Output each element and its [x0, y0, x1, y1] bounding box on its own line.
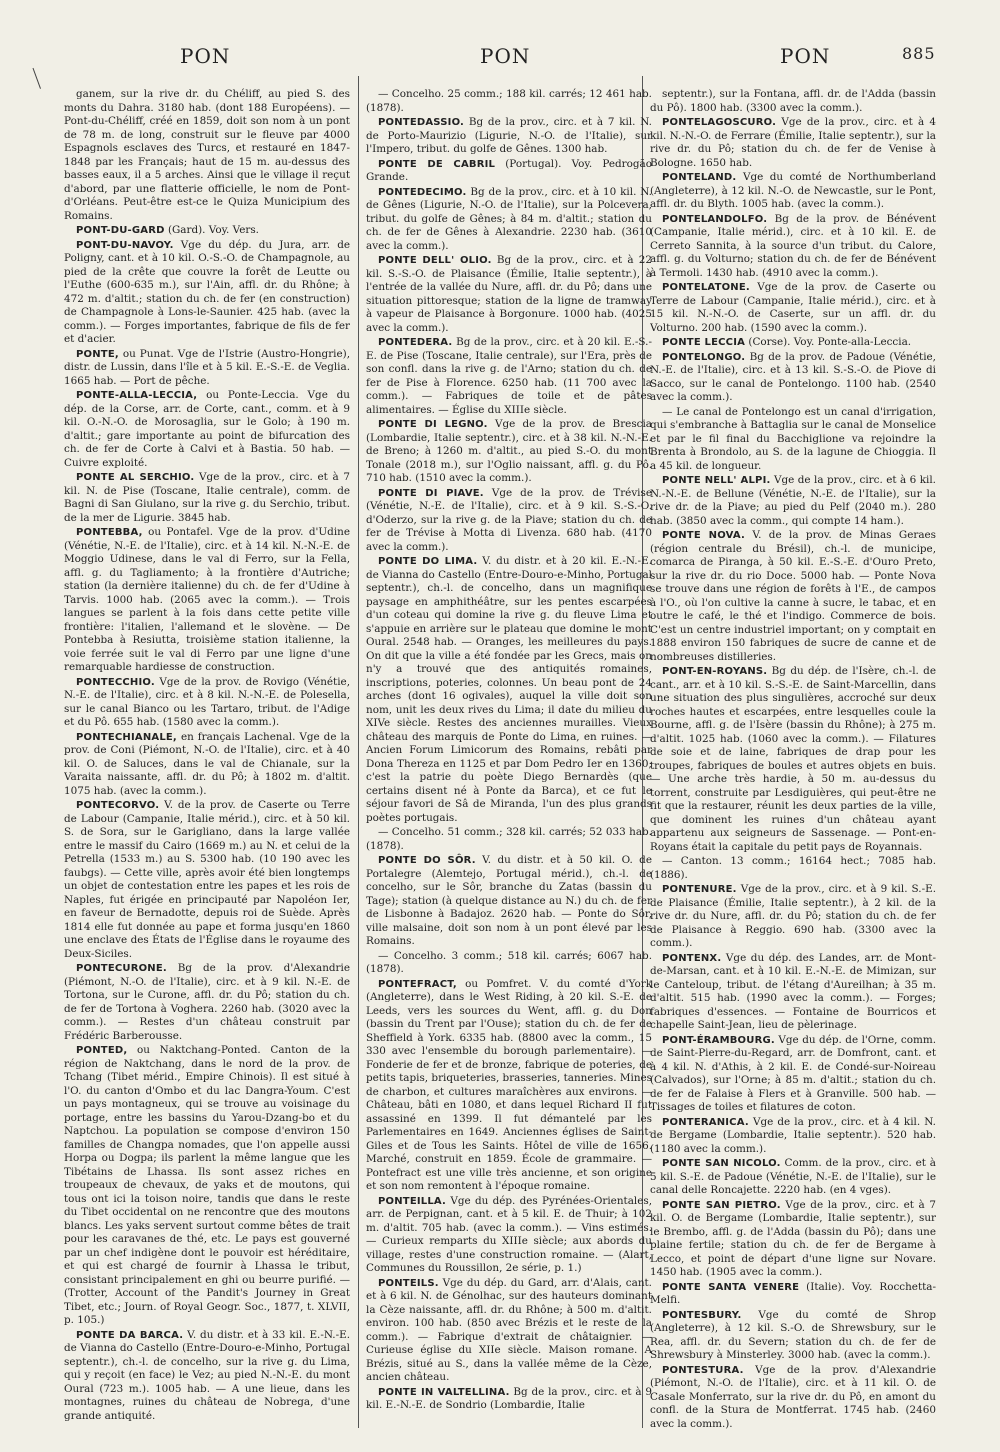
entry-headword: PONTE DI PIAVE.: [378, 487, 484, 499]
entry-headword: PONTEBBA,: [76, 527, 143, 538]
column-3: [650, 88, 936, 1440]
dictionary-entry: [64, 471, 350, 525]
column-rule: [358, 76, 359, 1428]
dictionary-entry: [650, 406, 936, 474]
dictionary-entry: [366, 1386, 652, 1413]
entry-text: Vge de la prov. de Trévise (Vénétie, N.-E. de l'Italie), circ. et à 9 kil. S.-S.-O. d'Oderzo, sur la rive g. de la Piave; station du ch. de fer de Trévise à Motta di Livenza. 680 hab. (4170 avec la comm.).: [366, 486, 652, 553]
entry-headword: PONTE NELL' ALPI.: [662, 475, 771, 486]
dictionary-entry: [650, 281, 936, 335]
dictionary-entry: [366, 254, 652, 335]
dictionary-entry: [650, 1281, 936, 1308]
entry-text: V. du distr. et à 50 kil. O. de Portalegre (Alemtejo, Portugal mérid.), ch.-l. de concelho, sur le Sôr, branche du Zatas (bassin du Tage); station (à quelque distance au N.) du ch. de fer de Lisbonne à Badajoz. 2620 hab. — Ponte do Sôr, ville malsaine, doit son nom à un pont élevé par les Romains.: [366, 854, 652, 947]
entry-headword: PONTEDASSIO.: [378, 117, 465, 128]
dictionary-entry: [64, 224, 350, 238]
entry-text: Bg de la prov., circ. et à 9 kil. E.-N.-E. de Sondrio (Lombardie, Italie: [366, 1385, 652, 1411]
entry-text: Bg de la prov., circ. et à 10 kil. N. de Gênes (Ligurie, N.-O. de l'Italie), sur la Polcevera, tribut. du golfe de Gênes; à 84 m. d'altit.; station du ch. de fer de Gênes à Alexandrie. 2230 hab. (3610 avec la comm.).: [366, 185, 652, 252]
entry-text: V. du distr. et à 20 kil. E.-N.-E. de Vianna do Castello (Entre-Douro-e-Minho, Portugal septentr.), ch.-l. de concelho, dans un magnifique paysage en amphithéâtre, sur les pentes escarpées d'un coteau qui domine la rive g. du fleuve Lima et s'appuie en arrière sur le plateau que domine le mont Oural. 2548 hab. — Oranges, les meilleures du pays. On dit que la ville a été fondée par les Grecs, mais on n'y a trouvé que des antiquités romaines, inscriptions, poteries, colonnes. Un beau pont de 24 arches (dont 16 ogivales), auquel la ville doit son nom, unit les deux rives du Lima; il date du milieu du XIVe siècle. Restes des anciennes murailles. Vieux château des marquis de Ponte do Lima, en ruines. — Ancien Forum Limicorum des Romains, rebâti par Dona Thereza en 1125 et par Dom Pedro Ier en 1360; c'est la patrie du poète Diego Bernardès (que certains disent né à Ponte da Barca), et ce fut le séjour favori de Sâ de Miranda, l'un des plus grands poètes portugais.: [366, 555, 652, 824]
dictionary-entry: [64, 239, 350, 347]
entry-text: Vge de la prov., circ. et à 7 kil. N. de Pise (Toscane, Italie centrale), comm. de Bagni di San Giulano, sur la rive g. du Serchio, tribut. de la mer de Ligurie. 3845 hab.: [64, 471, 350, 524]
dictionary-entry: [650, 1034, 936, 1115]
dictionary-entry: [650, 213, 936, 281]
entry-text: Comm. de la prov., circ. et à 5 kil. S.-E. de Padoue (Vénétie, N.-E. de l'Italie), sur le canal delle Roncajette. 2220 hab. (en 4 vges).: [650, 1157, 936, 1196]
dictionary-entry: [366, 116, 652, 157]
dictionary-entry: [64, 1329, 350, 1424]
dictionary-entry: [366, 1195, 652, 1276]
entry-headword: PONTE SAN PIETRO.: [662, 1199, 781, 1211]
entry-text: — Concelho. 25 comm.; 188 kil. carrés; 12 461 hab. (1878).: [366, 88, 652, 114]
dictionary-entry: [64, 799, 350, 961]
entry-headword: PONTE SAN NICOLO.: [662, 1158, 781, 1169]
entry-headword: PONTEFRACT,: [378, 978, 457, 990]
entry-text: Vge du dép. du Gard, arr. d'Alais, cant. et à 6 kil. N. de Génolhac, sur des hauteurs dominant la Cèze naissante, affl. dr. du Rhône; à 500 m. d'altit. environ. 100 hab. (850 avec Brézis et le reste de la comm.). — Fabrique d'extrait de châtaignier. — Curieuse église du XIIe siècle. Maison romane. A Brézis, situé au S., dans la vallée même de la Cèze, ancien château.: [366, 1276, 652, 1383]
entry-headword: PONTE IN VALTELLINA.: [378, 1386, 510, 1398]
entry-text: Bg du dép. de l'Isère, ch.-l. de cant., arr. et à 10 kil. S.-S.-E. de Saint-Marcellin, dans une situation des plus singulières, accroché sur deux roches hautes et escarpées, entre lesquelles coule la Bourne, affl. g. de l'Isère (bassin du Rhône); à 275 m. d'altit. 1025 hab. (1060 avec la comm.). — Filatures de soie et de laine, fabriques de drap pour les troupes, fabriques de boules et autres objets en buis. — Une arche très hardie, à 50 m. au-dessus du torrent, construite par Lesdiguières, qui peut-être ne fit que la restaurer, réunit les deux parties de la ville, que dominent les ruines d'un château ayant appartenu aux seigneurs de Sassenage. — Pont-en-Royans était la capitale du petit pays de Royannais.: [650, 665, 936, 853]
dictionary-entry: [64, 962, 350, 1043]
dictionary-entry: [650, 88, 936, 115]
entry-text: ou Naktchang-Ponted. Canton de la région de Naktchang, dans le nord de la prov. de Tchang (Tibet mérid., Empire Chinois). Il est situé à l'O. du canton d'Ombo et du lac Dangra-Youm. C'est un pays montagneux, qui se trouve au voisinage du portage, entre les bassins du Yarou-Dzang-bo et du Naptchou. La population se compose d'environ 150 familles de Changpa nomades, que l'on appelle aussi Horpa ou Dogpa; ils parlent la même langue que les Tibétains de Lhassa. Ils sont assez riches en troupeaux de chevaux, de yaks et de moutons, qui tous ont ici la toison noire, tandis que dans le reste du Tibet occidental on ne rencontre que des moutons blancs. Les yaks servent surtout comme bêtes de trait pour les caravanes de thé, etc. Le pays est gouverné par un chef indigène dont le pouvoir est héréditaire, et qui est chargé de fournir à Lhassa le tribut, consistant principalement en ghi ou beurre purifié. — (Trotter, Account of the Pandit's Journey in Great Tibet, etc.; Journ. of Royal Geogr. Soc., 1877, t. XLVII, p. 105.): [64, 1044, 350, 1326]
entry-headword: PONTED,: [76, 1045, 128, 1056]
entry-headword: PONTELATONE.: [662, 282, 750, 293]
entry-text: Vge de la prov. de Caserte ou Terre de Labour (Campanie, Italie mérid.), circ. et à 15 kil. N.-N.-O. de Caserte, sur un affl. dr. du Volturno. 200 hab. (1590 avec la comm.).: [650, 281, 936, 334]
entry-text: Vge du dép. de l'Orne, comm. de Saint-Pierre-du-Regard, arr. de Domfront, cant. et à 4 kil. N. d'Athis, à 2 kil. E. de Condé-sur-Noireau (Calvados), sur l'Orne; à 85 m. d'altit.; station du ch. de fer de Falaise à Flers et à Granville. 500 hab. — Tissages de toiles et filatures de coton.: [650, 1033, 936, 1113]
dictionary-entry: [650, 336, 936, 350]
running-head-center: PON: [480, 44, 531, 68]
entry-text: — Le canal de Pontelongo est un canal d'irrigation, qui s'embranche à Battaglia sur le canal de Monselice et par le fil final du Bacchiglione va rejoindre la Brenta à Brondolo, au S. de la lagune de Chioggia. Il a 45 kil. de longueur.: [650, 405, 936, 472]
dictionary-entry: [650, 1116, 936, 1157]
dictionary-entry: [64, 1044, 350, 1328]
dictionary-entry: [366, 487, 652, 555]
dictionary-entry: [366, 418, 652, 486]
entry-headword: PONTECORVO.: [76, 800, 160, 811]
dictionary-entry: [650, 952, 936, 1033]
dictionary-entry: [650, 529, 936, 664]
entry-text: Vge de la prov., circ. et à 4 kil. N.-N.-O. de Ferrare (Émilie, Italie septentr.), sur la rive dr. du Pô; station du ch. de fer de Venise à Bologne. 1650 hab.: [650, 116, 936, 169]
entry-text: V. de la prov. de Caserte ou Terre de Labour (Campanie, Italie mérid.), circ. et à 50 kil. S. de Sora, sur le Garigliano, dans la large vallée entre le massif du Cairo (1669 m.) au N. et celui de la Petrella (1533 m.) au S. 5300 hab. (10 190 avec les faubgs). — Cette ville, après avoir été bien longtemps un objet de contestation entre les papes et les rois de Naples, fut érigée en principauté par Napoléon Ier, en faveur de Bernadotte, depuis roi de Suède. Après 1814 elle fut donnée au pape et forma jusqu'en 1860 une enclave des États de l'Église dans le royaume des Deux-Siciles.: [64, 799, 350, 960]
entry-text: Bg de la prov., circ. et à 20 kil. E.-S.-E. de Pise (Toscane, Italie centrale), sur l'Era, près de son confl. dans la rive g. de l'Arno; station du ch. de fer de Pise à Florence. 6250 hab. (11 700 avec la comm.). — Fabriques de toile et de pâtes alimentaires. — Église du XIIIe siècle.: [366, 336, 652, 416]
entry-headword: PONTELANDOLFO.: [662, 213, 768, 225]
entry-headword: PONTECHIANALE,: [76, 731, 177, 743]
entry-text: — Canton. 13 comm.; 16164 hect.; 7085 hab. (1886).: [650, 855, 936, 881]
entry-headword: PONTE DE CABRIL: [378, 158, 496, 170]
entry-headword: PONTE DI LEGNO.: [378, 419, 488, 430]
entry-text: Bg de la prov., circ. et à 22 kil. S.-S.-O. de Plaisance (Émilie, Italie septentr.), à l'entrée de la vallée du Nure, affl. dr. du Pô; dans une situation pittoresque; station de la ligne de tramway à vapeur de Plaisance à Borgonure. 1000 hab. (4025 avec la comm.).: [366, 254, 652, 334]
entry-text: (Italie). Voy. Rocchetta-Melfi.: [650, 1280, 936, 1306]
entry-text: (Corse). Voy. Ponte-alla-Leccia.: [748, 336, 912, 348]
dictionary-entry: [64, 389, 350, 470]
dictionary-entry: [64, 88, 350, 223]
entry-headword: PONTENX.: [662, 952, 722, 964]
margin-mark: [33, 65, 49, 89]
entry-headword: PONTELONGO.: [662, 351, 746, 363]
entry-text: Vge du dép. des Pyrénées-Orientales, arr. de Perpignan, cant. et à 5 kil. E. de Thuir; à 102 m. d'altit. 705 hab. (avec la comm.). — Vins estimés. — Curieux remparts du XIIIe siècle; aux abords du village, restes d'une construction romaine. — (Alart, Communes du Roussillon, 2e série, p. 1.): [366, 1194, 652, 1274]
page-number: 885: [902, 44, 936, 63]
dictionary-entry: [366, 88, 652, 115]
dictionary-entry: [650, 855, 936, 882]
entry-headword: PONTE NOVA.: [662, 530, 746, 541]
dictionary-entry: [366, 950, 652, 977]
column-2: [366, 88, 652, 1440]
dictionary-entry: [650, 474, 936, 528]
entry-text: Vge de la prov., circ. et à 9 kil. S.-E. de Plaisance (Émilie, Italie septentr.), à 2 kil. de la rive dr. du Nure, affl. dr. du Pô; station du ch. de fer de Plaisance à Reggio. 690 hab. (3300 avec la comm.).: [650, 883, 936, 949]
entry-text: — Concelho. 3 comm.; 518 kil. carrés; 6067 hab. (1878).: [366, 949, 652, 975]
entry-text: (Portugal). Voy. Pedrogão Grande.: [366, 157, 652, 183]
entry-text: Bg de la prov. de Bénévent (Campanie, Italie mérid.), circ. et à 10 kil. E. de Cerreto Sannita, à la source d'un tribut. du Calore, affl. g. du Volturno; station du ch. de fer de Bénévent à Termoli. 1430 hab. (4910 avec la comm.).: [650, 212, 936, 279]
entry-text: (Gard). Voy. Vers.: [167, 224, 259, 236]
entry-headword: PONTE-ALLA-LECCIA,: [76, 390, 198, 401]
dictionary-entry: [650, 1364, 936, 1432]
dictionary-entry: [366, 186, 652, 254]
column-1: [64, 88, 350, 1440]
entry-headword: PONTEDERA.: [378, 337, 453, 348]
entry-text: Bg de la prov. d'Alexandrie (Piémont, N.-O. de l'Italie), circ. et à 9 kil. N.-E. de Tortona, sur le Curone, affl. dr. du Pô; station du ch. de fer de Tortona à Voghera. 2260 hab. (3020 avec la comm.). — Restes d'un château construit par Frédéric Barberousse.: [64, 962, 350, 1042]
entry-text: V. du distr. et à 33 kil. E.-N.-E. de Vianna do Castello (Entre-Douro-e-Minho, Portugal septentr.), ch.-l. de concelho, sur la rive g. du Lima, qui y reçoit (en face) le Vez; au pied N.-N.-E. du mont Oural (723 m.). 1005 hab. — A une lieue, dans les montagnes, ruines du château de Nobrega, d'une grande antiquité.: [64, 1328, 350, 1422]
entry-text: — Concelho. 51 comm.; 328 kil. carrés; 52 033 hab. (1878).: [366, 826, 652, 852]
dictionary-entry: [650, 1199, 936, 1280]
dictionary-entry: [650, 1309, 936, 1363]
entry-headword: PONTESTURA.: [662, 1364, 744, 1376]
entry-text: Vge de la prov. de Brescia (Lombardie, Italie septentr.), circ. et à 38 kil. N.-N.-E. de Breno; à 1260 m. d'altit., au pied S.-O. du mont Tonale (2018 m.), sur l'Oglio naissant, affl. g. du Pô. 710 hab. (1510 avec la comm.).: [366, 418, 652, 484]
entry-text: Vge de la prov., circ. et à 7 kil. O. de Bergame (Lombardie, Italie septentr.), sur le Brembo, affl. g. de l'Adda (bassin du Pô); dans une plaine fertile; station du ch. de fer de Bergame à Lecco, et point de départ d'une ligne sur Novare. 1450 hab. (1905 avec la comm.).: [650, 1198, 936, 1278]
entry-text: V. de la prov. de Minas Geraes (région centrale du Brésil), ch.-l. de municipe, comarca de Piranga, à 50 kil. E.-S.-E. d'Ouro Preto, sur la rive dr. du rio Doce. 5000 hab. — Ponte Nova se trouve dans une région de forêts à l'E., de campos à l'O., où l'on cultive la canne à sucre, le tabac, et en outre le café, le thé et l'indigo. Commerce de bois. C'est un centre industriel important; on y comptait en 1888 environ 150 fabriques de sucre de canne et de nombreuses distilleries.: [650, 529, 936, 663]
entry-text: Vge du dép. des Landes, arr. de Mont-de-Marsan, cant. et à 10 kil. E.-N.-E. de Mimizan, sur le Canteloup, tribut. de l'étang d'Aureilhan; à 35 m. d'altit. 515 hab. (1990 avec la comm.). — Forges; fabriques d'essences. — Fontaine de Bourricos et chapelle Saint-Jean, lieu de pèlerinage.: [650, 951, 936, 1031]
dictionary-entry: [64, 731, 350, 799]
entry-headword: PONTEILLA.: [378, 1195, 447, 1207]
entry-text: ou Punat. Vge de l'Istrie (Austro-Hongrie), distr. de Lussin, dans l'île et à 5 kil. E.-S.-E. de Veglia. 1665 hab. — Port de pêche.: [64, 347, 350, 387]
entry-text: Vge du comté de Shrop (Angleterre), à 12 kil. S.-O. de Shrewsbury, sur le Rea, affl. dr. du Severn; station du ch. de fer de Shrewsbury à Minsterley. 3000 hab. (avec la comm.).: [650, 1308, 936, 1361]
running-head-left: PON: [180, 44, 231, 68]
entry-headword: PONTE SANTA VENERE: [662, 1281, 800, 1293]
dictionary-entry: [366, 1277, 652, 1385]
entry-headword: PONT-EN-ROYANS.: [662, 666, 768, 677]
entry-text: Vge de la prov. de Rovigo (Vénétie, N.-E. de l'Italie), circ. et à 8 kil. N.-N.-E. de Polesella, sur le canal Bianco ou les Tartaro, tribut. de l'Adige et du Pô. 655 hab. (1580 avec la comm.).: [64, 675, 350, 728]
entry-headword: PONTE DO SÔR.: [378, 855, 476, 866]
entry-headword: PONTENURE.: [662, 884, 737, 895]
entry-text: Vge du comté de Northumberland (Angleterre), à 12 kil. N.-O. de Newcastle, sur le Pont, affl. dr. du Blyth. 1005 hab. (avec la comm.).: [650, 171, 936, 210]
dictionary-entry: [650, 1157, 936, 1198]
dictionary-entry: [366, 555, 652, 825]
entry-headword: PONTECCHIO.: [76, 676, 155, 688]
entry-text: ou Pomfret. V. du comté d'York (Angleterre), dans le West Riding, à 20 kil. S.-E. de Leeds, vers les sources du Went, affl. g. du Don (bassin du Trent par l'Ouse); station du ch. de fer de Sheffield à York. 6335 hab. (8800 avec la comm., 15 330 avec l'ensemble du borough parlementaire). — Fonderie de fer et de bronze, fabrique de poteries, de petits tapis, briqueteries, brasseries, tanneries. Mines de charbon, et cultures maraîchères aux environs. — Château, bâti en 1080, et dans lequel Richard II fut assassiné en 1399. Il fut démantelé par les Parlementaires en 1649. Anciennes églises de Saint-Giles et de Tous les Saints. Hôtel de ville de 1656. Marché, construit en 1859. École de grammaire. — Pontefract est une ville très ancienne, et son origine et son nom remontent à l'époque romaine.: [366, 977, 652, 1192]
entry-headword: PONTE DELL' OLIO.: [378, 255, 492, 266]
entry-headword: PONTE,: [76, 348, 119, 360]
entry-text: Vge de la prov. d'Alexandrie (Piémont, N.-O. de l'Italie), circ. et à 11 kil. O. de Casale Monferrato, sur la rive dr. du Pô, en amont du confl. de la Stura de Montferrat. 1745 hab. (2460 avec la comm.).: [650, 1363, 936, 1430]
entry-headword: PONT-ÉRAMBOURG.: [662, 1034, 775, 1046]
entry-text: ou Ponte-Leccia. Vge du dép. de la Corse, arr. de Corte, cant., comm. et à 9 kil. O.-N.-O. de Morosaglia, sur le Golo; à 190 m. d'altit.; gare importante au point de bifurcation des ch. de fer de Corte à Calvi et à Bastia. 50 hab. — Cuivre exploité.: [64, 389, 350, 469]
entry-headword: PONTESBURY.: [662, 1309, 742, 1321]
dictionary-entry: [650, 351, 936, 405]
dictionary-entry: [64, 676, 350, 730]
entry-headword: PONTE DA BARCA.: [76, 1329, 184, 1341]
dictionary-entry: [650, 116, 936, 170]
entry-text: Vge du dép. du Jura, arr. de Poligny, cant. et à 10 kil. O.-S.-O. de Champagnole, au pied de la crête que couvre la forêt de Leutte ou l'Euthe (600-635 m.), sur l'Ain, affl. dr. du Rhône; à 472 m. d'altit.; station du ch. de fer (en construction) de Champagnole à Lons-le-Saunier. 425 hab. (avec la comm.). — Forges importantes, fabrique de fils de fer et d'acier.: [64, 238, 350, 345]
entry-text: ou Pontafel. Vge de la prov. d'Udine (Vénétie, N.-E. de l'Italie), circ. et à 14 kil. N.-N.-E. de Moggio Udinese, dans le val di Ferro, sur la Fella, affl. g. du Tagliamento; à la frontière d'Autriche; station (la dernière italienne) du ch. de fer d'Udine à Tarvis. 1000 hab. (2065 avec la comm.). — Trois langues se parlent à la fois dans cette petite ville frontière: l'italien, l'allemand et le slovène. — De Pontebba à Resiutta, troisième station italienne, la voie ferrée suit le val di Ferro par une ligne d'une remarquable hardiesse de construction.: [64, 526, 350, 673]
entry-text: Vge de la prov., circ. et à 4 kil. N. de Bergame (Lombardie, Italie septentr.). 520 hab. (1180 avec la comm.).: [650, 1115, 936, 1155]
entry-headword: PONTELAGOSCURO.: [662, 117, 777, 128]
dictionary-entry: [650, 665, 936, 854]
running-head-right: PON: [780, 44, 831, 68]
dictionary-entry: [650, 171, 936, 212]
dictionary-entry: [64, 526, 350, 675]
entry-headword: PONTERANICA.: [662, 1116, 749, 1128]
entry-headword: PONTEILS.: [378, 1277, 439, 1289]
dictionary-entry: [366, 158, 652, 185]
entry-headword: PONTE DO LIMA.: [378, 556, 478, 567]
entry-text: Vge de la prov., circ. et à 6 kil. N.-N.-E. de Bellune (Vénétie, N.-E. de l'Italie), sur la rive dr. de la Piave; au pied du Pelf (2040 m.). 280 hab. (3850 avec la comm., qui compte 14 ham.).: [650, 474, 936, 527]
dictionary-entry: [366, 826, 652, 853]
entry-headword: PONTEDECIMO.: [378, 186, 467, 198]
dictionary-entry: [366, 854, 652, 949]
dictionary-entry: [650, 883, 936, 951]
entry-headword: PONTELAND.: [662, 172, 737, 183]
entry-text: Bg de la prov. de Padoue (Vénétie, N.-E. de l'Italie), circ. et à 13 kil. S.-S.-O. de Piove di Sacco, sur le canal de Pontelongo. 1100 hab. (2540 avec la comm.).: [650, 350, 936, 403]
entry-text: septentr.), sur la Fontana, affl. dr. de l'Adda (bassin du Pô). 1800 hab. (3300 avec la comm.).: [650, 88, 936, 114]
entry-text: ganem, sur la rive dr. du Chéliff, au pied S. des monts du Dahra. 3180 hab. (dont 188 Européens). — Pont-du-Chéliff, créé en 1859, doit son nom à un pont de 78 m. de long, construit sur le fleuve par 4000 Espagnols esclaves des Turcs, et restauré en 1847-1848 par les Français; haut de 15 m. au-dessus des basses eaux, il a 5 arches. Ainsi que le village il reçut d'abord, par une flatterie officielle, le nom de Pont-d'Orléans. Peut-être est-ce le Quiza Municipium des Romains.: [64, 88, 350, 222]
entry-text: Bg de la prov., circ. et à 7 kil. N. de Porto-Maurizio (Ligurie, N.-O. de l'Italie), sur l'Impero, tribut. du golfe de Gênes. 1300 hab.: [366, 116, 652, 155]
dictionary-entry: [64, 348, 350, 389]
dictionary-entry: [366, 978, 652, 1194]
dictionary-entry: [366, 336, 652, 417]
entry-headword: PONTE LECCIA: [662, 337, 746, 348]
entry-headword: PONTE AL SERCHIO.: [76, 472, 195, 483]
entry-headword: PONTECURONE.: [76, 963, 167, 974]
entry-text: en français Lachenal. Vge de la prov. de Coni (Piémont, N.-O. de l'Italie), circ. et à 40 kil. O. de Saluces, dans le val de Chianale, sur la Varaita naissante, affl. dr. du Pô; à 1802 m. d'altit. 1075 hab. (avec la comm.).: [64, 730, 350, 797]
entry-headword: PONT-DU-GARD: [76, 225, 165, 236]
entry-headword: PONT-DU-NAVOY.: [76, 239, 174, 251]
